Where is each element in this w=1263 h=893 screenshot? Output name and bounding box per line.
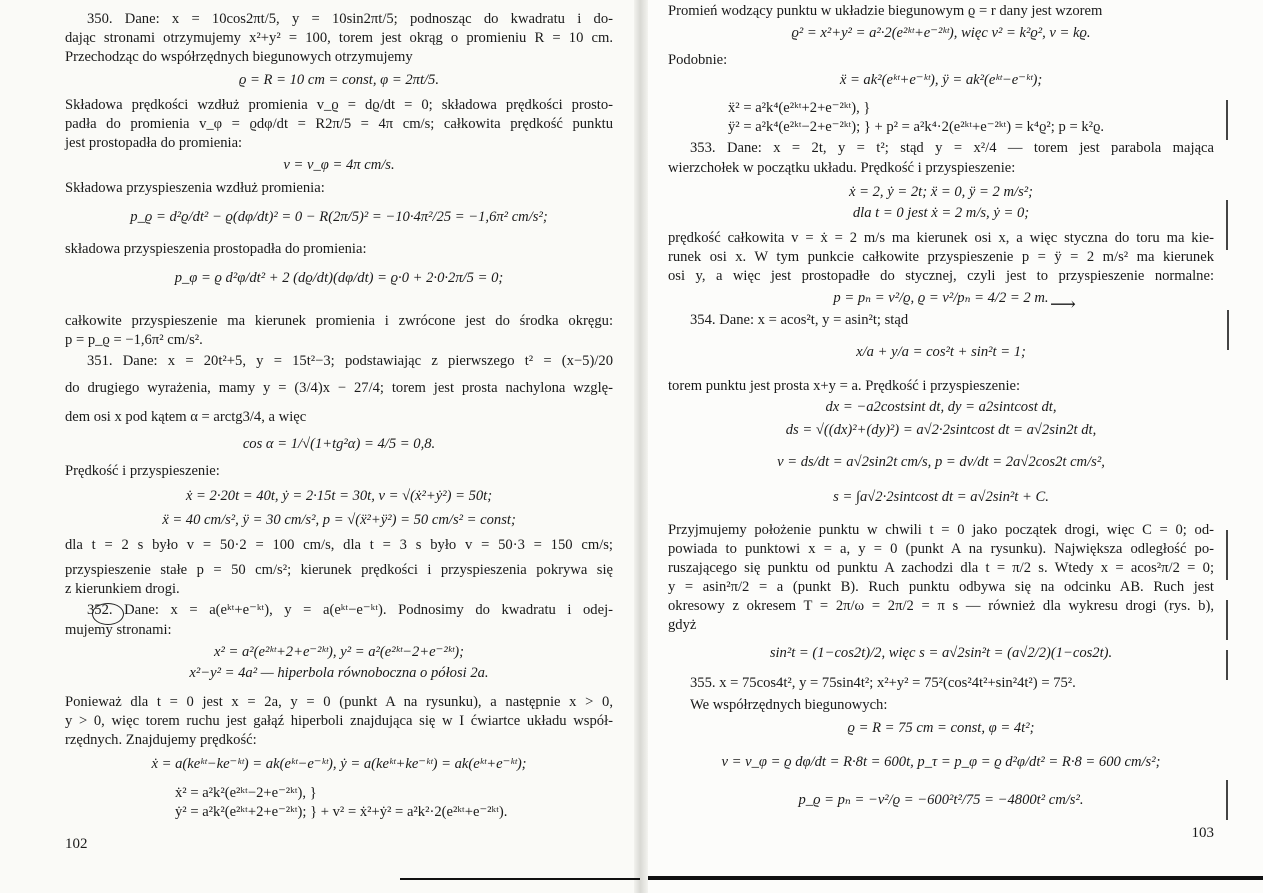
- text-line: osi y, a więc jest prostopadłe do stycznej, czyli jest to przyspieszenie normalne:: [668, 268, 1214, 284]
- equation-line: dla t = 0 jest ẋ = 2 m/s, ẏ = 0;: [852, 205, 1030, 221]
- equation-line: p_ϱ = pₙ = −v²/ϱ = −600²t²/75 = −4800t² cm/s².: [798, 792, 1084, 808]
- handwritten-arrow-mark: ⟶: [1050, 294, 1076, 314]
- margin-mark: [1227, 310, 1229, 350]
- text-line: padła do promienia v_φ = ϱdφ/dt = R2π/5 = 4π cm/s; całkowita prędkość punktu: [65, 116, 613, 132]
- equation-line: ϱ² = x²+y² = a²·2(e²ᵏᵗ+e⁻²ᵏᵗ), więc v² = k²ϱ², v = kϱ.: [791, 25, 1091, 41]
- text-line: Składowa przyspieszenia wzdłuż promienia:: [65, 180, 325, 196]
- text-line: ẋ² = a²k²(e²ᵏᵗ−2+e⁻²ᵏᵗ), }: [175, 785, 317, 801]
- text-line: 350. Dane: x = 10cos2πt/5, y = 10sin2πt/5; podnosząc do kwadratu i do-: [87, 11, 613, 27]
- equation-line: v = ds/dt = a√2sin2t cm/s, p = dv/dt = 2a√2cos2t cm/s²,: [777, 454, 1105, 470]
- text-line: We współrzędnych biegunowych:: [690, 697, 888, 713]
- text-line: torem punktu jest prosta x+y = a. Prędkość i przyspieszenie:: [668, 378, 1021, 394]
- text-line: p = p_ϱ = −1,6π² cm/s².: [65, 332, 203, 348]
- margin-mark: [1226, 530, 1228, 580]
- page-number: 103: [1191, 825, 1214, 841]
- right-page: [640, 0, 1263, 893]
- text-line: 355. x = 75cos4t², y = 75sin4t²; x²+y² = 75²(cos²4t²+sin²4t²) = 75².: [690, 675, 1076, 691]
- handwritten-circle-mark: [92, 603, 124, 625]
- text-line: składowa przyspieszenia prostopadła do promienia:: [65, 241, 367, 257]
- text-line: ÿ² = a²k⁴(e²ᵏᵗ−2+e⁻²ᵏᵗ); } + p² = a²k⁴·2(e²ᵏᵗ+e⁻²ᵏᵗ) = k⁴ϱ²; p = k²ϱ.: [728, 119, 1105, 135]
- text-line: Przyjmujemy położenie punktu w chwili t = 0 jako początek drogi, więc C = 0; od-: [668, 522, 1214, 538]
- text-line: 353. Dane: x = 2t, y = t²; stąd y = x²/4 — torem jest parabola mająca: [690, 140, 1214, 156]
- equation-line: ϱ = R = 75 cm = const, φ = 4t²;: [847, 720, 1035, 736]
- text-line: dem osi x pod kątem α = arctg3/4, a więc: [65, 409, 307, 425]
- text-line: Promień wodzący punktu w układzie biegunowym ϱ = r dany jest wzorem: [668, 3, 1103, 19]
- margin-mark: [1226, 600, 1228, 640]
- text-line: Podobnie:: [668, 52, 728, 68]
- text-line: y = asin²π/2 = a (punkt B). Ruch punktu odbywa się na odcinku AB. Ruch jest: [668, 579, 1214, 595]
- text-line: 352. Dane: x = a(eᵏᵗ+e⁻ᵏᵗ), y = a(eᵏᵗ−e⁻ᵏᵗ). Podnosimy do kwadratu i odej-: [87, 602, 613, 618]
- margin-mark: [1226, 100, 1228, 140]
- text-line: powiada to punktowi x = a, y = 0 (punkt A na rysunku). Największa odległość po-: [668, 541, 1214, 557]
- equation-line: v = v_φ = 4π cm/s.: [283, 157, 395, 173]
- margin-mark: [1226, 650, 1228, 680]
- text-line: y > 0, więc torem ruchu jest gałąź hiperboli znajdująca się w I ćwiartce układu współ-: [65, 713, 613, 729]
- text-line: ruszającego się punktu od punktu A zachodzi dla t = π/2 s. Wtedy x = acos²π/2 = 0;: [668, 560, 1214, 576]
- text-line: dla t = 2 s było v = 50·2 = 100 cm/s, dla t = 3 s było v = 50·3 = 150 cm/s;: [65, 537, 613, 553]
- equation-line: ẍ = ak²(eᵏᵗ+e⁻ᵏᵗ), ÿ = ak²(eᵏᵗ−e⁻ᵏᵗ);: [839, 72, 1043, 88]
- equation-line: ϱ = R = 10 cm = const, φ = 2πt/5.: [239, 72, 439, 88]
- text-line: Przechodząc do współrzędnych biegunowych otrzymujemy: [65, 49, 413, 65]
- margin-mark: [1226, 780, 1228, 820]
- text-line: Ponieważ dla t = 0 jest x = 2a, y = 0 (punkt A na rysunku), a następnie x > 0,: [65, 694, 613, 710]
- margin-mark: [1226, 200, 1228, 250]
- text-line: przyspieszenie stałe p = 50 cm/s²; kierunek prędkości i przyspieszenia pokrywa się: [65, 562, 613, 578]
- equation-line: s = ∫a√2·2sintcost dt = a√2sin²t + C.: [833, 489, 1049, 505]
- text-line: całkowite przyspieszenie ma kierunek promienia i zwrócone jest do środka okręgu:: [65, 313, 613, 329]
- equation-line: x/a + y/a = cos²t + sin²t = 1;: [856, 344, 1026, 360]
- equation-line: ẍ = 40 cm/s², ÿ = 30 cm/s², p = √(ẍ²+ÿ²) = 50 cm/s² = const;: [162, 512, 516, 528]
- book-gutter: [634, 0, 648, 893]
- equation-line: sin²t = (1−cos2t)/2, więc s = a√2sin²t = (a√2/2)(1−cos2t).: [769, 645, 1113, 661]
- text-line: wierzchołek w początku układu. Prędkość i przyspieszenie:: [668, 160, 1016, 176]
- text-line: runek osi x. W tym punkcie całkowite przyspieszenie p = ÿ = 2 m/s² ma kierunek: [668, 249, 1214, 265]
- text-line: do drugiego wyrażenia, mamy y = (3/4)x − 27/4; torem jest prosta nachylona wzglę-: [65, 380, 613, 396]
- equation-line: p = pₙ = v²/ϱ, ϱ = v²/pₙ = 4/2 = 2 m.: [833, 290, 1049, 306]
- bottom-rule-right: [648, 876, 1263, 880]
- equation-line: p_φ = ϱ d²φ/dt² + 2 (dϱ/dt)(dφ/dt) = ϱ·0 + 2·0·2π/5 = 0;: [174, 270, 504, 286]
- equation-line: dx = −a2costsint dt, dy = a2sintcost dt,: [825, 399, 1057, 415]
- text-line: gdyż: [668, 617, 697, 633]
- equation-line: ẋ = a(keᵏᵗ−ke⁻ᵏᵗ) = ak(eᵏᵗ−e⁻ᵏᵗ), ẏ = a(keᵏᵗ+ke⁻ᵏᵗ) = ak(eᵏᵗ+e⁻ᵏᵗ);: [151, 756, 527, 772]
- text-line: ẍ² = a²k⁴(e²ᵏᵗ+2+e⁻²ᵏᵗ), }: [728, 100, 871, 116]
- text-line: z kierunkiem drogi.: [65, 581, 180, 597]
- text-line: Składowa prędkości wzdłuż promienia v_ϱ = dϱ/dt = 0; składowa prędkości prosto-: [65, 97, 613, 113]
- equation-line: x² = a²(e²ᵏᵗ+2+e⁻²ᵏᵗ), y² = a²(e²ᵏᵗ−2+e⁻²ᵏᵗ);: [214, 644, 464, 660]
- equation-line: x²−y² = 4a² — hiperbola równoboczna o półosi 2a.: [189, 665, 489, 681]
- text-line: 354. Dane: x = acos²t, y = asin²t; stąd: [690, 312, 909, 328]
- text-line: prędkość całkowita v = ẋ = 2 m/s ma kierunek osi x, a więc styczna do toru ma kie-: [668, 230, 1214, 246]
- text-line: okresowy z okresem T = 2π/ω = 2π/2 = π s — również dla wykresu drogi (rys. b),: [668, 598, 1214, 614]
- text-line: Prędkość i przyspieszenie:: [65, 463, 220, 479]
- equation-line: p_ϱ = d²ϱ/dt² − ϱ(dφ/dt)² = 0 − R(2π/5)² = −10·4π²/25 = −1,6π² cm/s²;: [130, 209, 548, 225]
- text-line: ẏ² = a²k²(e²ᵏᵗ+2+e⁻²ᵏᵗ); } + v² = ẋ²+ẏ² = a²k²·2(e²ᵏᵗ+e⁻²ᵏᵗ).: [175, 804, 508, 820]
- text-line: rzędnych. Znajdujemy prędkość:: [65, 732, 257, 748]
- equation-line: ds = √((dx)²+(dy)²) = a√2·2sintcost dt = a√2sin2t dt,: [785, 422, 1097, 438]
- equation-line: v = v_φ = ϱ dφ/dt = R·8t = 600t, p_τ = p_φ = ϱ d²φ/dt² = R·8 = 600 cm/s²;: [721, 754, 1161, 770]
- bottom-rule-left: [400, 878, 640, 880]
- equation-line: ẋ = 2·20t = 40t, ẏ = 2·15t = 30t, v = √(ẋ²+ẏ²) = 50t;: [185, 488, 493, 504]
- text-line: mujemy stronami:: [65, 622, 172, 638]
- text-line: jest prostopadła do promienia:: [65, 135, 243, 151]
- text-line: dając stronami otrzymujemy x²+y² = 100, torem jest okrąg o promieniu R = 10 cm.: [65, 30, 613, 46]
- text-line: 351. Dane: x = 20t²+5, y = 15t²−3; podstawiając z pierwszego t² = (x−5)/20: [87, 353, 613, 369]
- equation-line: cos α = 1/√(1+tg²α) = 4/5 = 0,8.: [242, 436, 436, 452]
- equation-line: ẋ = 2, ẏ = 2t; ẍ = 0, ÿ = 2 m/s²;: [849, 184, 1033, 200]
- page-number: 102: [65, 836, 88, 852]
